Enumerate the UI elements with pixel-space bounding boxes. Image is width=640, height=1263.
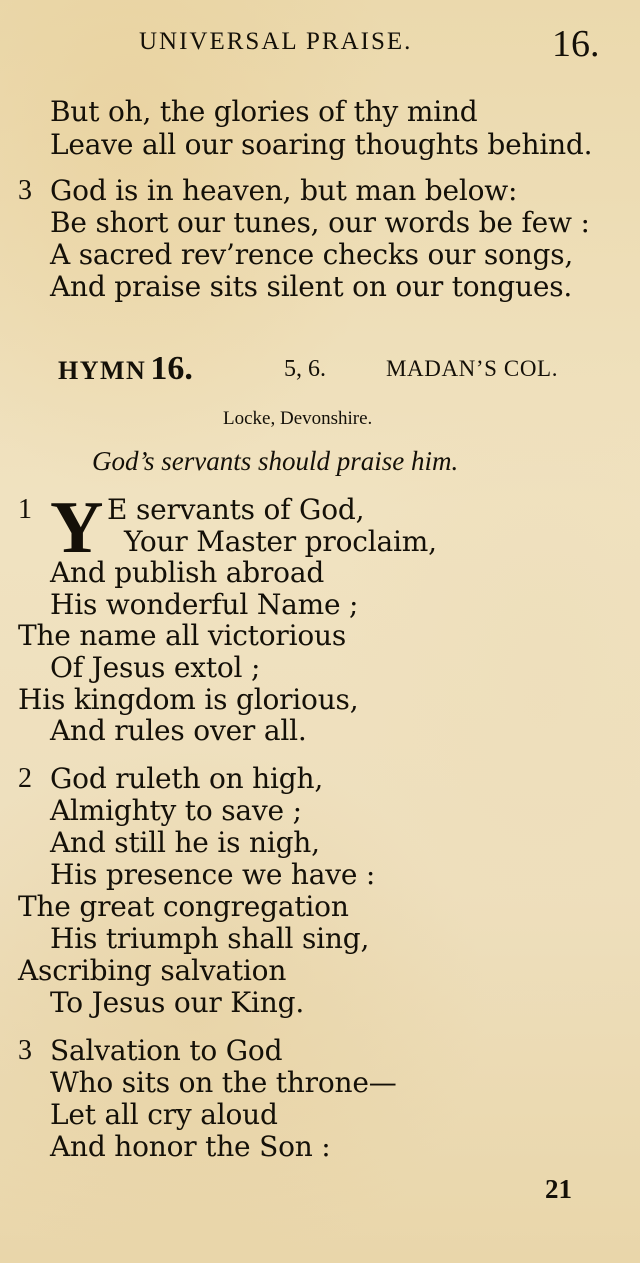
verse-line: And rules over all.	[50, 714, 307, 747]
verse-line: His wonderful Name ;	[50, 588, 359, 621]
stanza-number: 2	[18, 763, 32, 794]
hymn-heading	[58, 350, 193, 388]
verse-line: Salvation to God	[50, 1034, 283, 1067]
verse-line: And publish abroad	[50, 556, 325, 589]
verse-line: To Jesus our King.	[50, 986, 305, 1019]
verse-line: God ruleth on high,	[50, 762, 324, 795]
verse-line: Of Jesus extol ;	[50, 651, 261, 684]
verse-line: Ascribing salvation	[18, 954, 287, 987]
verse-line: The great congregation	[18, 890, 349, 923]
verse-line: And still he is nigh,	[50, 826, 320, 859]
hymn-subject: God’s servants should praise him.	[92, 446, 459, 476]
verse-line: E servants of God,	[107, 493, 365, 526]
verse-line: Let all cry aloud	[50, 1098, 278, 1131]
hymn-tunes: Locke, Devonshire.	[223, 408, 373, 429]
stanza-number: 3	[18, 175, 32, 206]
hymn-meter: 5, 6.	[284, 356, 326, 382]
hymn-number: 16.	[150, 350, 193, 387]
hymn-source: MADAN’S COL.	[386, 356, 559, 381]
drop-cap: Y	[50, 487, 104, 569]
verse-line: But oh, the glories of thy mind	[50, 95, 478, 128]
verse-line: And praise sits silent on our tongues.	[50, 270, 573, 303]
verse-line: And honor the Son :	[50, 1130, 331, 1163]
verse-line: Be short our tunes, our words be few :	[50, 206, 590, 239]
verse-line: Who sits on the throne—	[50, 1066, 397, 1099]
running-title: UNIVERSAL PRAISE.	[139, 28, 413, 55]
stanza-number: 3	[18, 1035, 32, 1066]
verse-line: God is in heaven, but man below:	[50, 174, 518, 207]
hymn-title: HYMN	[58, 356, 147, 385]
verse-line: Leave all our soaring thoughts behind.	[50, 128, 593, 161]
hymn-number-header: 16.	[552, 23, 600, 65]
page-number: 21	[545, 1174, 572, 1204]
verse-line: His triumph shall sing,	[50, 922, 370, 955]
verse-line: The name all victorious	[18, 619, 346, 652]
verse-line: A sacred rev’rence checks our songs,	[50, 238, 574, 271]
stanza-number: 1	[18, 494, 32, 525]
verse-line: Your Master proclaim,	[124, 525, 437, 558]
verse-line: Almighty to save ;	[50, 794, 302, 827]
verse-line: His presence we have :	[50, 858, 376, 891]
verse-line: His kingdom is glorious,	[18, 683, 359, 716]
